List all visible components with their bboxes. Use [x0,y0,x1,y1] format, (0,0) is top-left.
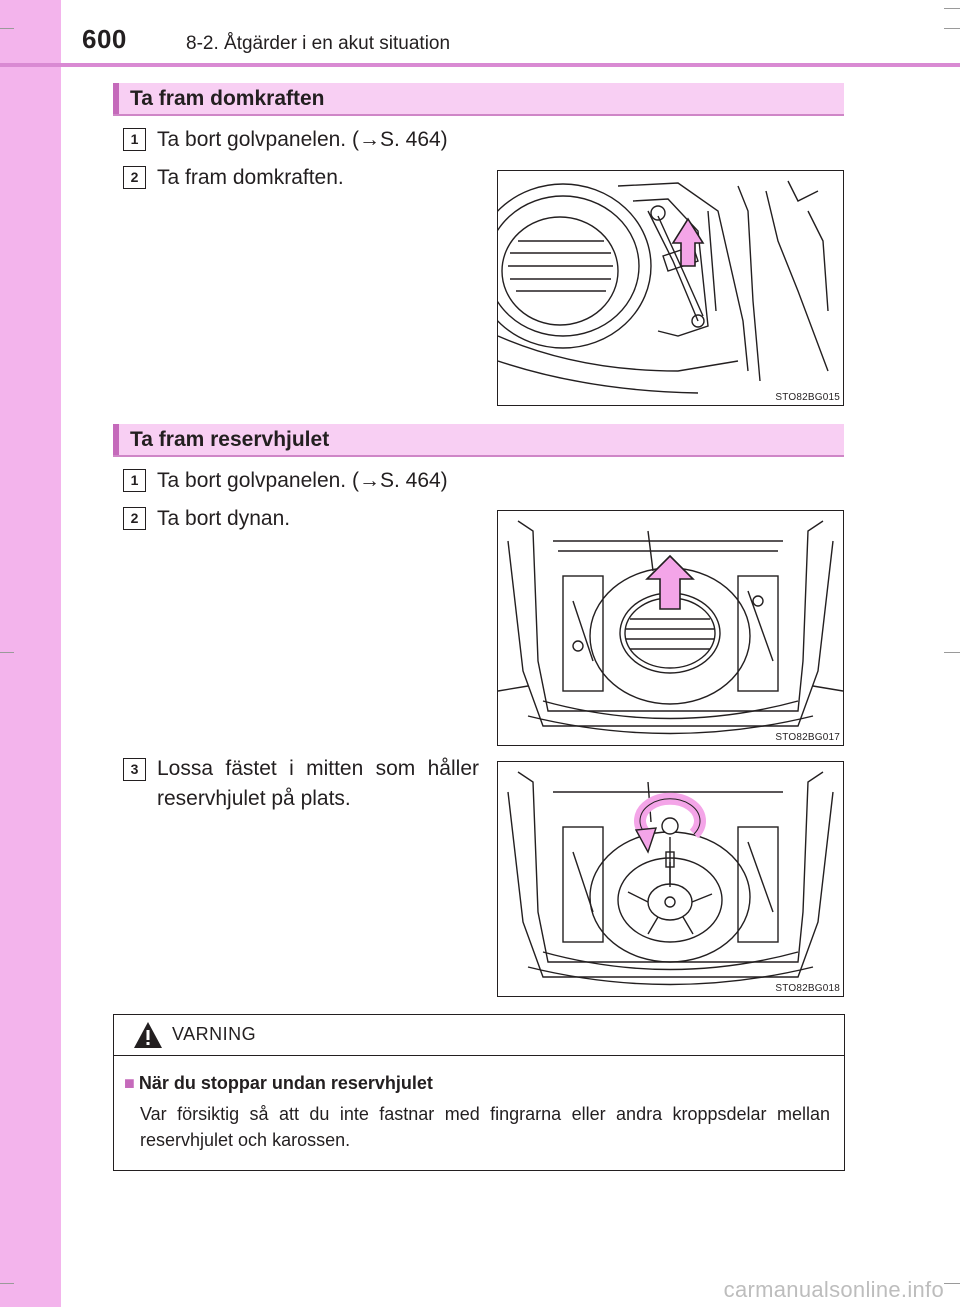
step-text: Lossa fästet i mitten som håller reservhjulet på plats. [157,757,479,810]
step-text: Ta bort golvpanelen. (→S. 464) [157,128,448,151]
section-title: 8-2. Åtgärder i en akut situation [186,33,451,54]
figure-code: STO82BG018 [775,983,840,994]
header-rule [0,63,960,67]
section-heading-text: Ta fram reservhjulet [130,428,330,451]
step-number: 2 [123,507,146,530]
warning-title-text: När du stoppar undan reservhjulet [138,1073,433,1093]
warning-label: VARNING [172,1024,257,1044]
figure-code: STO82BG017 [775,732,840,743]
figure-code: STO82BG015 [775,392,840,403]
illustration-spare-tire-fastener [497,761,844,997]
crop-mark [0,1283,14,1284]
illustration-jack-compartment [497,170,844,406]
section-heading [113,83,844,116]
side-bar [0,0,61,1307]
page-number: 600 [82,24,127,54]
crop-mark [944,28,960,29]
crop-mark [0,652,14,653]
step-number: 3 [123,758,146,781]
step-text: Ta bort dynan. [157,507,291,530]
warning-header [114,1015,844,1056]
crop-mark [0,28,14,29]
crop-mark [944,1283,960,1284]
step-text: Ta fram domkraften. [157,166,344,189]
section-heading [113,424,844,457]
crop-mark [944,8,960,9]
warning-box [113,1014,845,1171]
watermark: carmanualsonline.info [723,1277,944,1302]
step-number: 1 [123,128,146,151]
section-heading-text: Ta fram domkraften [130,87,325,110]
square-bullet-icon: ■ [124,1073,135,1093]
step-number: 2 [123,166,146,189]
step-number: 1 [123,469,146,492]
crop-mark [944,652,960,653]
warning-title [124,1073,433,1094]
step-text: Ta bort golvpanelen. (→S. 464) [157,469,448,492]
illustration-spare-tire-cover [497,510,844,746]
warning-body: Var försiktig så att du inte fastnar med fingrarna eller andra kroppsdelar mellan reservhjulet och karossen. [140,1104,830,1150]
warning-triangle-icon [132,1020,164,1050]
